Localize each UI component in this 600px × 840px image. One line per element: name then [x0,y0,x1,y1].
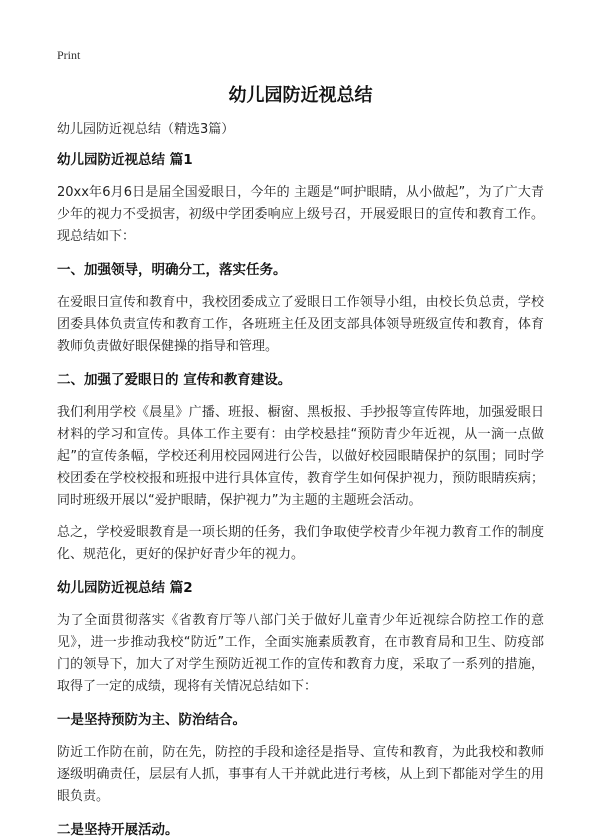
document-subtitle: 幼儿园防近视总结（精选3篇） [57,122,235,137]
article-2-heading: 幼儿园防近视总结 篇2 [57,580,193,596]
article-1-summary: 总之，学校爱眼教育是一项长期的任务，我们争取使学校青少年视力教育工作的制度化、规范化，更好的保护好青少年的视力。 [57,525,544,562]
article-2-sub1-body: 防近工作防在前，防在先，防控的手段和途径是指导、宣传和教育，为此我校和教师逐级明确责任，层层有人抓，事事有人干并就此进行考核，从上到下都能对学生的用眼负责。 [57,745,544,804]
article-2-intro: 为了全面贯彻落实《省教育厅等八部门关于做好儿童青少年近视综合防控工作的意见》，进一步推动我校“防近”工作，全面实施素质教育，在市教育局和卫生、防疫部门的领导下，加大了对学生预防近视工作的宣传和教育力度，采取了一系列的措施，取得了一定的成绩，现将有关情况总结如下： [57,613,544,694]
page-title: 幼儿园防近视总结 [228,85,373,106]
article-1-sub1-body: 在爱眼日宣传和教育中，我校团委成立了爱眼日工作领导小组，由校长负总责，学校团委具体负责宣传和教育工作，各班班主任及团支部具体领导班级宣传和教育，体育教师负责做好眼保健操的指导和管理。 [57,295,544,354]
article-1-sub2-heading: 二、加强了爱眼日的 宣传和教育建设。 [57,372,292,388]
article-1-heading: 幼儿园防近视总结 篇1 [57,152,193,168]
print-link[interactable]: Print [57,48,81,62]
article-1-sub1-heading: 一、加强领导，明确分工，落实任务。 [57,262,287,278]
article-1-sub2-body: 我们利用学校《晨星》广播、班报、橱窗、黑板报、手抄报等宣传阵地，加强爱眼日材料的学习和宣传。具体工作主要有：由学校悬挂“预防青少年近视，从一滴一点做起”的宣传条幅，学校还利用校园网进行公告，以做好校园眼睛保护的氛围；同时学校团委在学校校报和班报中进行具体宣传，教育学生如何保护视力，预防眼睛疾病；同时班级开展以“爱护眼睛，保护视力”为主题的主题班会活动。 [57,405,544,508]
article-1-intro: 20xx年6月6日是届全国爱眼日，今年的 主题是“呵护眼睛，从小做起”，为了广大青少年的视力不受损害，初级中学团委响应上级号召，开展爱眼日的宣传和教育工作。现总结如下： [57,185,544,244]
article-2-sub1-heading: 一是坚持预防为主、防治结合。 [57,712,246,728]
article-2-sub2-heading: 二是坚持开展活动。 [57,822,179,838]
